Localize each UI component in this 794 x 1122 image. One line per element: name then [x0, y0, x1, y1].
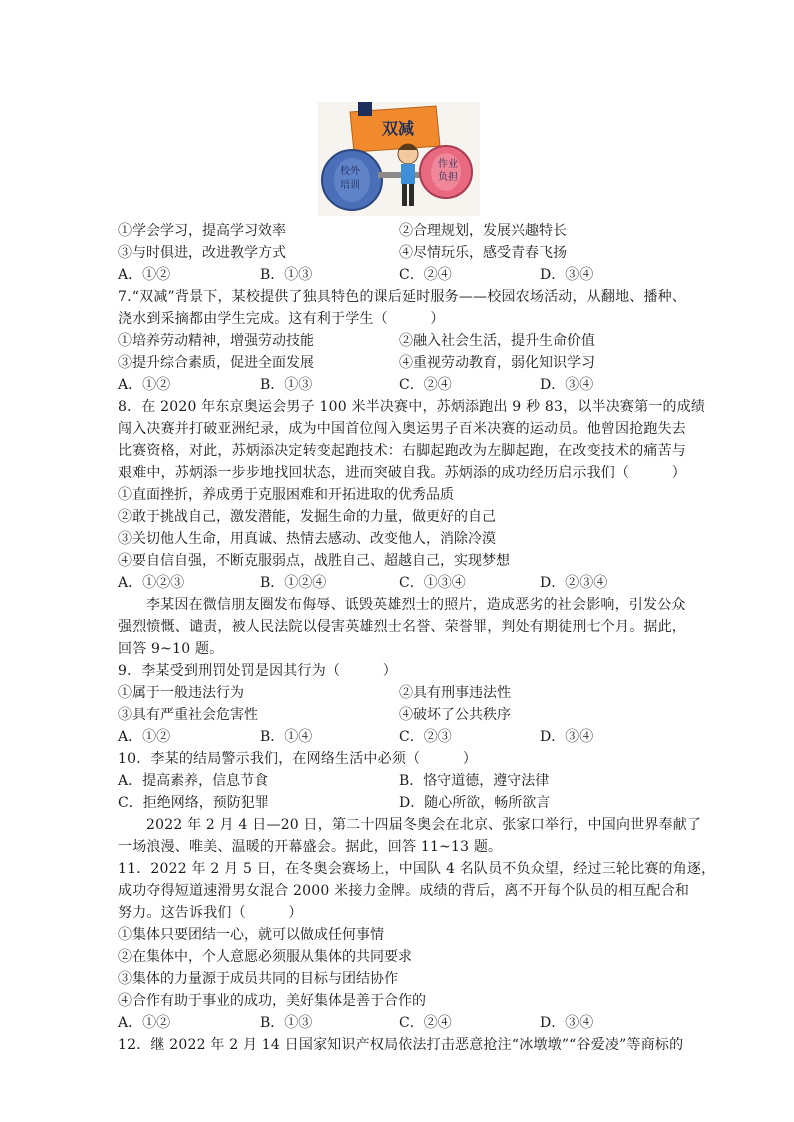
q6-option-1: ①学会学习，提高学习效率	[118, 223, 286, 239]
q8-choice-c: C．①③④	[399, 575, 466, 591]
q6-choice-c: C．②④	[399, 267, 452, 283]
q9-option-4: ④破坏了公共秩序	[399, 707, 511, 723]
material-2-line-1: 2022 年 2 月 4 日—20 日，第二十四届冬奥会在北京、张家口举行，中国向世界奉献了	[146, 817, 702, 833]
svg-text:负担: 负担	[438, 172, 458, 183]
q7-choice-d: D．③④	[540, 377, 594, 393]
q9-choice-a: A．①②	[118, 729, 171, 745]
q11-option-1: ①集体只要团结一心，就可以做成任何事情	[118, 927, 384, 943]
svg-text:作业: 作业	[438, 159, 458, 170]
q11-option-3: ③集体的力量源于成员共同的目标与团结协作	[118, 971, 398, 987]
q7-option-1: ①培养劳动精神，增强劳动技能	[118, 333, 314, 349]
q7-choice-c: C．②④	[399, 377, 452, 393]
q11-stem-line-1: 11．2022 年 2 月 5 日，在冬奥会赛场上，中国队 4 名队员不负众望，经过三轮比赛的角逐，	[118, 861, 716, 877]
q11-option-2: ②在集体中，个人意愿必须服从集体的共同要求	[118, 949, 412, 965]
q11-choice-a: A．①②	[118, 1015, 171, 1031]
q7-stem-line-2: 浇水到采摘都由学生完成。这有利于学生（ ）	[118, 311, 445, 327]
q7-stem-line-1: 7.“双减”背景下，某校提供了独具特色的课后延时服务——校园农场活动，从翻地、播种、	[118, 289, 687, 305]
q8-option-3: ③关切他人生命，用真诚、热情去感动、改变他人，消除冷漠	[118, 531, 496, 547]
q12-stem-line-1: 12．继 2022 年 2 月 14 日国家知识产权局依法打击恶意抢注“冰墩墩”“谷爱凌”等商标的	[118, 1037, 684, 1053]
q10-choice-a: A．提高素养，信息节食	[118, 773, 269, 789]
q8-stem-line-4: 艰难中，苏炳添一步步地找回状态，进而突破自我。苏炳添的成功经历启示我们（ ）	[118, 465, 686, 481]
q7-choice-b: B．①③	[260, 377, 313, 393]
q10-choice-b: B．恪守道德，遵守法律	[399, 773, 550, 789]
q11-choice-c: C．②④	[399, 1015, 452, 1031]
q8-choice-a: A．①②③	[118, 575, 185, 591]
q10-choice-c: C．拒绝网络，预防犯罪	[118, 795, 269, 811]
q6-option-3: ③与时俱进，改进教学方式	[118, 245, 286, 261]
q8-choice-d: D．②③④	[540, 575, 608, 591]
q7-option-4: ④重视劳动教育，弱化知识学习	[399, 355, 595, 371]
q8-stem-line-1: 8．在 2020 年东京奥运会男子 100 米半决赛中，苏炳添跑出 9 秒 83，以半决赛第一的成绩	[118, 399, 706, 415]
q8-option-2: ②敢于挑战自己，激发潜能，发掘生命的力量，做更好的自己	[118, 509, 496, 525]
q7-option-3: ③提升综合素质，促进全面发展	[118, 355, 314, 371]
q6-option-4: ④尽情玩乐，感受青春飞扬	[399, 245, 567, 261]
svg-text:校外: 校外	[340, 166, 360, 177]
q8-stem-line-3: 比赛资格，对此，苏炳添决定转变起跑技术：右脚起跑改为左脚起跑，在改变技术的痛苦与	[118, 443, 686, 459]
q9-choice-c: C．②③	[399, 729, 452, 745]
q11-stem-line-3: 努力。这告诉我们（ ）	[118, 905, 303, 921]
q6-choice-a: A．①②	[118, 267, 171, 283]
q10-stem: 10．李某的结局警示我们，在网络生活中必须（ ）	[118, 751, 478, 767]
double-reduction-cartoon	[318, 102, 480, 216]
q10-choice-d: D．随心所欲，畅所欲言	[399, 795, 551, 811]
q6-choice-d: D．③④	[540, 267, 594, 283]
q11-stem-line-2: 成功夺得短道速滑男女混合 2000 米接力金牌。成绩的背后，离不开每个队员的相互配合和	[118, 883, 690, 899]
q9-option-1: ①属于一般违法行为	[118, 685, 244, 701]
q7-choice-a: A．①②	[118, 377, 171, 393]
q8-option-1: ①直面挫折，养成勇于克服困难和开拓进取的优秀品质	[118, 487, 454, 503]
q8-choice-b: B．①②④	[260, 575, 327, 591]
q8-option-4: ④要自信自强，不断克服弱点，战胜自己、超越自己，实现梦想	[118, 553, 510, 569]
q11-choice-b: B．①③	[260, 1015, 313, 1031]
q9-option-3: ③具有严重社会危害性	[118, 707, 258, 723]
q11-option-4: ④合作有助于事业的成功，美好集体是善于合作的	[118, 993, 426, 1009]
q9-stem: 9．李某受到刑罚处罚是因其行为（ ）	[118, 663, 397, 679]
material-1-line-3: 回答 9~10 题。	[118, 641, 224, 657]
svg-text:培训: 培训	[340, 180, 360, 191]
q6-choice-b: B．①③	[260, 267, 313, 283]
q8-stem-line-2: 闯入决赛并打破亚洲纪录，成为中国首位闯入奥运男子百米决赛的运动员。他曾因抢跑失去	[118, 421, 686, 437]
banner-label: 双减	[381, 119, 415, 138]
q11-choice-d: D．③④	[540, 1015, 594, 1031]
material-1-line-2: 强烈愤慨、谴责，被人民法院以侵害英雄烈士名誉、荣誉罪，判处有期徒刑七个月。据此，	[118, 619, 686, 635]
q9-choice-b: B．①④	[260, 729, 313, 745]
material-1-line-1: 李某因在微信朋友圈发布侮辱、诋毁英雄烈士的照片，造成恶劣的社会影响，引发公众	[146, 597, 686, 613]
q9-choice-d: D．③④	[540, 729, 594, 745]
q6-option-2: ②合理规划，发展兴趣特长	[399, 223, 567, 239]
q9-option-2: ②具有刑事违法性	[399, 685, 511, 701]
material-2-line-2: 一场浪漫、唯美、温暖的开幕盛会。据此，回答 11~13 题。	[118, 839, 503, 855]
q7-option-2: ②融入社会生活，提升生命价值	[399, 333, 595, 349]
